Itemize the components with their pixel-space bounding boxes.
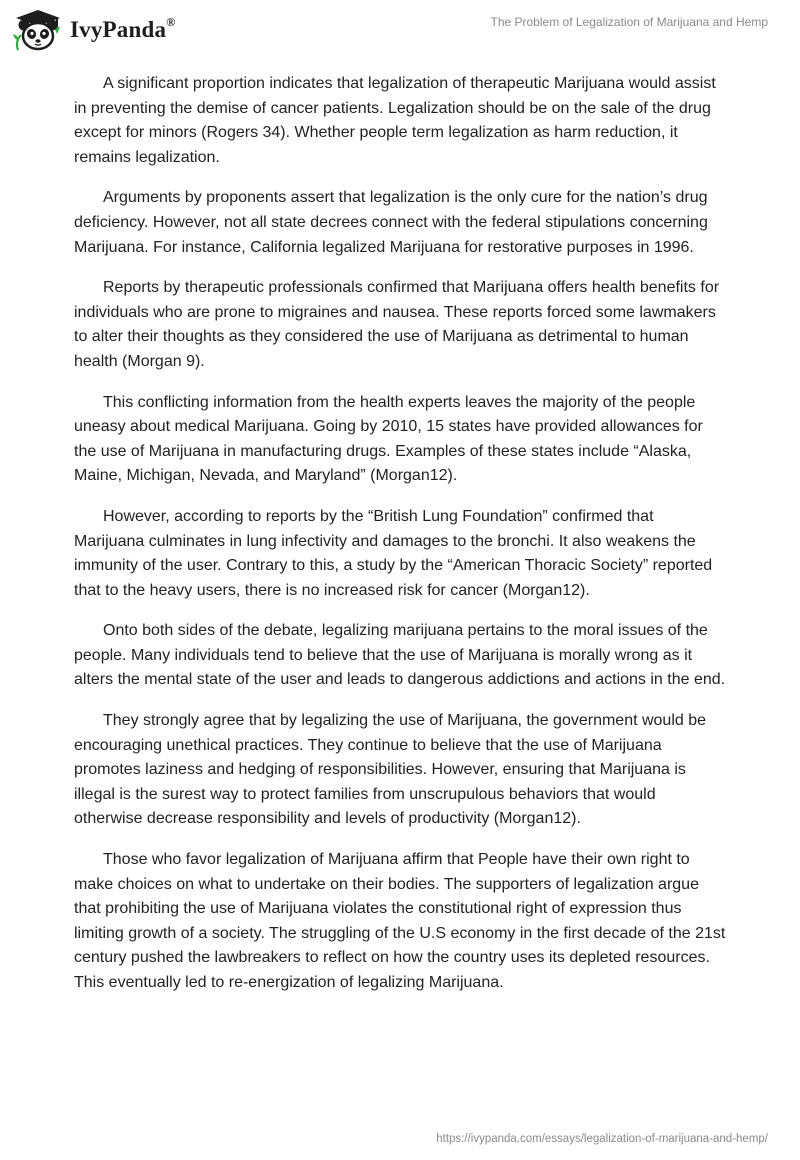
registered-mark: ®	[166, 15, 176, 29]
brand-name: IvyPanda®	[70, 15, 176, 42]
ivypanda-logo[interactable]	[12, 8, 175, 52]
source-url-link[interactable]: https://ivypanda.com/essays/legalization-of-marijuana-and-hemp/	[436, 1133, 768, 1145]
paragraph-2: Arguments by proponents assert that legalization is the only cure for the nation’s drug deficiency. However, not all state decrees connect with the federal stipulations concerning Marijuana. For instance, California legalized Marijuana for restorative purposes in 1996.	[74, 189, 708, 256]
paragraph-7: They strongly agree that by legalizing the use of Marijuana, the government would be encouraging unethical practices. They continue to believe that the use of Marijuana promotes laziness and hedging of responsibilities. However, ensuring that Marijuana is illegal is the surest way to protect families from unscrupulous behaviors that would otherwise decrease responsibility and levels of productivity (Morgan12).	[74, 712, 707, 828]
page-header	[0, 0, 800, 64]
panda-graduate-icon	[12, 8, 64, 52]
paragraph-8: Those who favor legalization of Marijuana affirm that People have their own right to make choices on what to undertake on their bodies. The supporters of legalization argue that prohibiting the use of Marijuana violates the constitutional right of expression thus limiting growth of a society. The struggling of the U.S economy in the first decade of the 21st century pushed the lawbreakers to reflect on how the country uses its depleted resources. This eventually led to re-energization of legalizing Marijuana.	[74, 851, 726, 991]
paragraph-5: However, according to reports by the “British Lung Foundation” confirmed that Marijuana culminates in lung infectivity and damages to the bronchi. It also weakens the immunity of the user. Contrary to this, a study by the “American Thoracic Society” reported that to the heavy users, there is no increased risk for cancer (Morgan12).	[74, 507, 713, 599]
document-title: The Problem of Legalization of Marijuana and Hemp	[490, 15, 768, 29]
paragraph-3: Reports by therapeutic professionals confirmed that Marijuana offers health benefits for individuals who are prone to migraines and nausea. These reports forced some lawmakers to alter their thoughts as they considered the use of Marijuana as detrimental to human health (Morgan 9).	[74, 279, 720, 370]
paragraph-6: Onto both sides of the debate, legalizing marijuana pertains to the moral issues of the people. Many individuals tend to believe that the use of Marijuana is morally wrong as it alters the mental state of the user and leads to dangerous addictions and actions in the end.	[74, 622, 726, 689]
paragraph-4: This conflicting information from the health experts leaves the majority of the people uneasy about medical Marijuana. Going by 2010, 15 states have provided allowances for the use of Marijuana in manufacturing drugs. Examples of these states include “Alaska, Maine, Michigan, Nevada, and Maryland” (Morgan12).	[74, 393, 703, 485]
essay-body	[74, 72, 726, 1012]
paragraph-1: A significant proportion indicates that legalization of therapeutic Marijuana would assist in preventing the demise of cancer patients. Legalization should be on the sale of the drug except for minors (Rogers 34). Whether people term legalization as harm reduction, it remains legalization.	[74, 75, 716, 166]
